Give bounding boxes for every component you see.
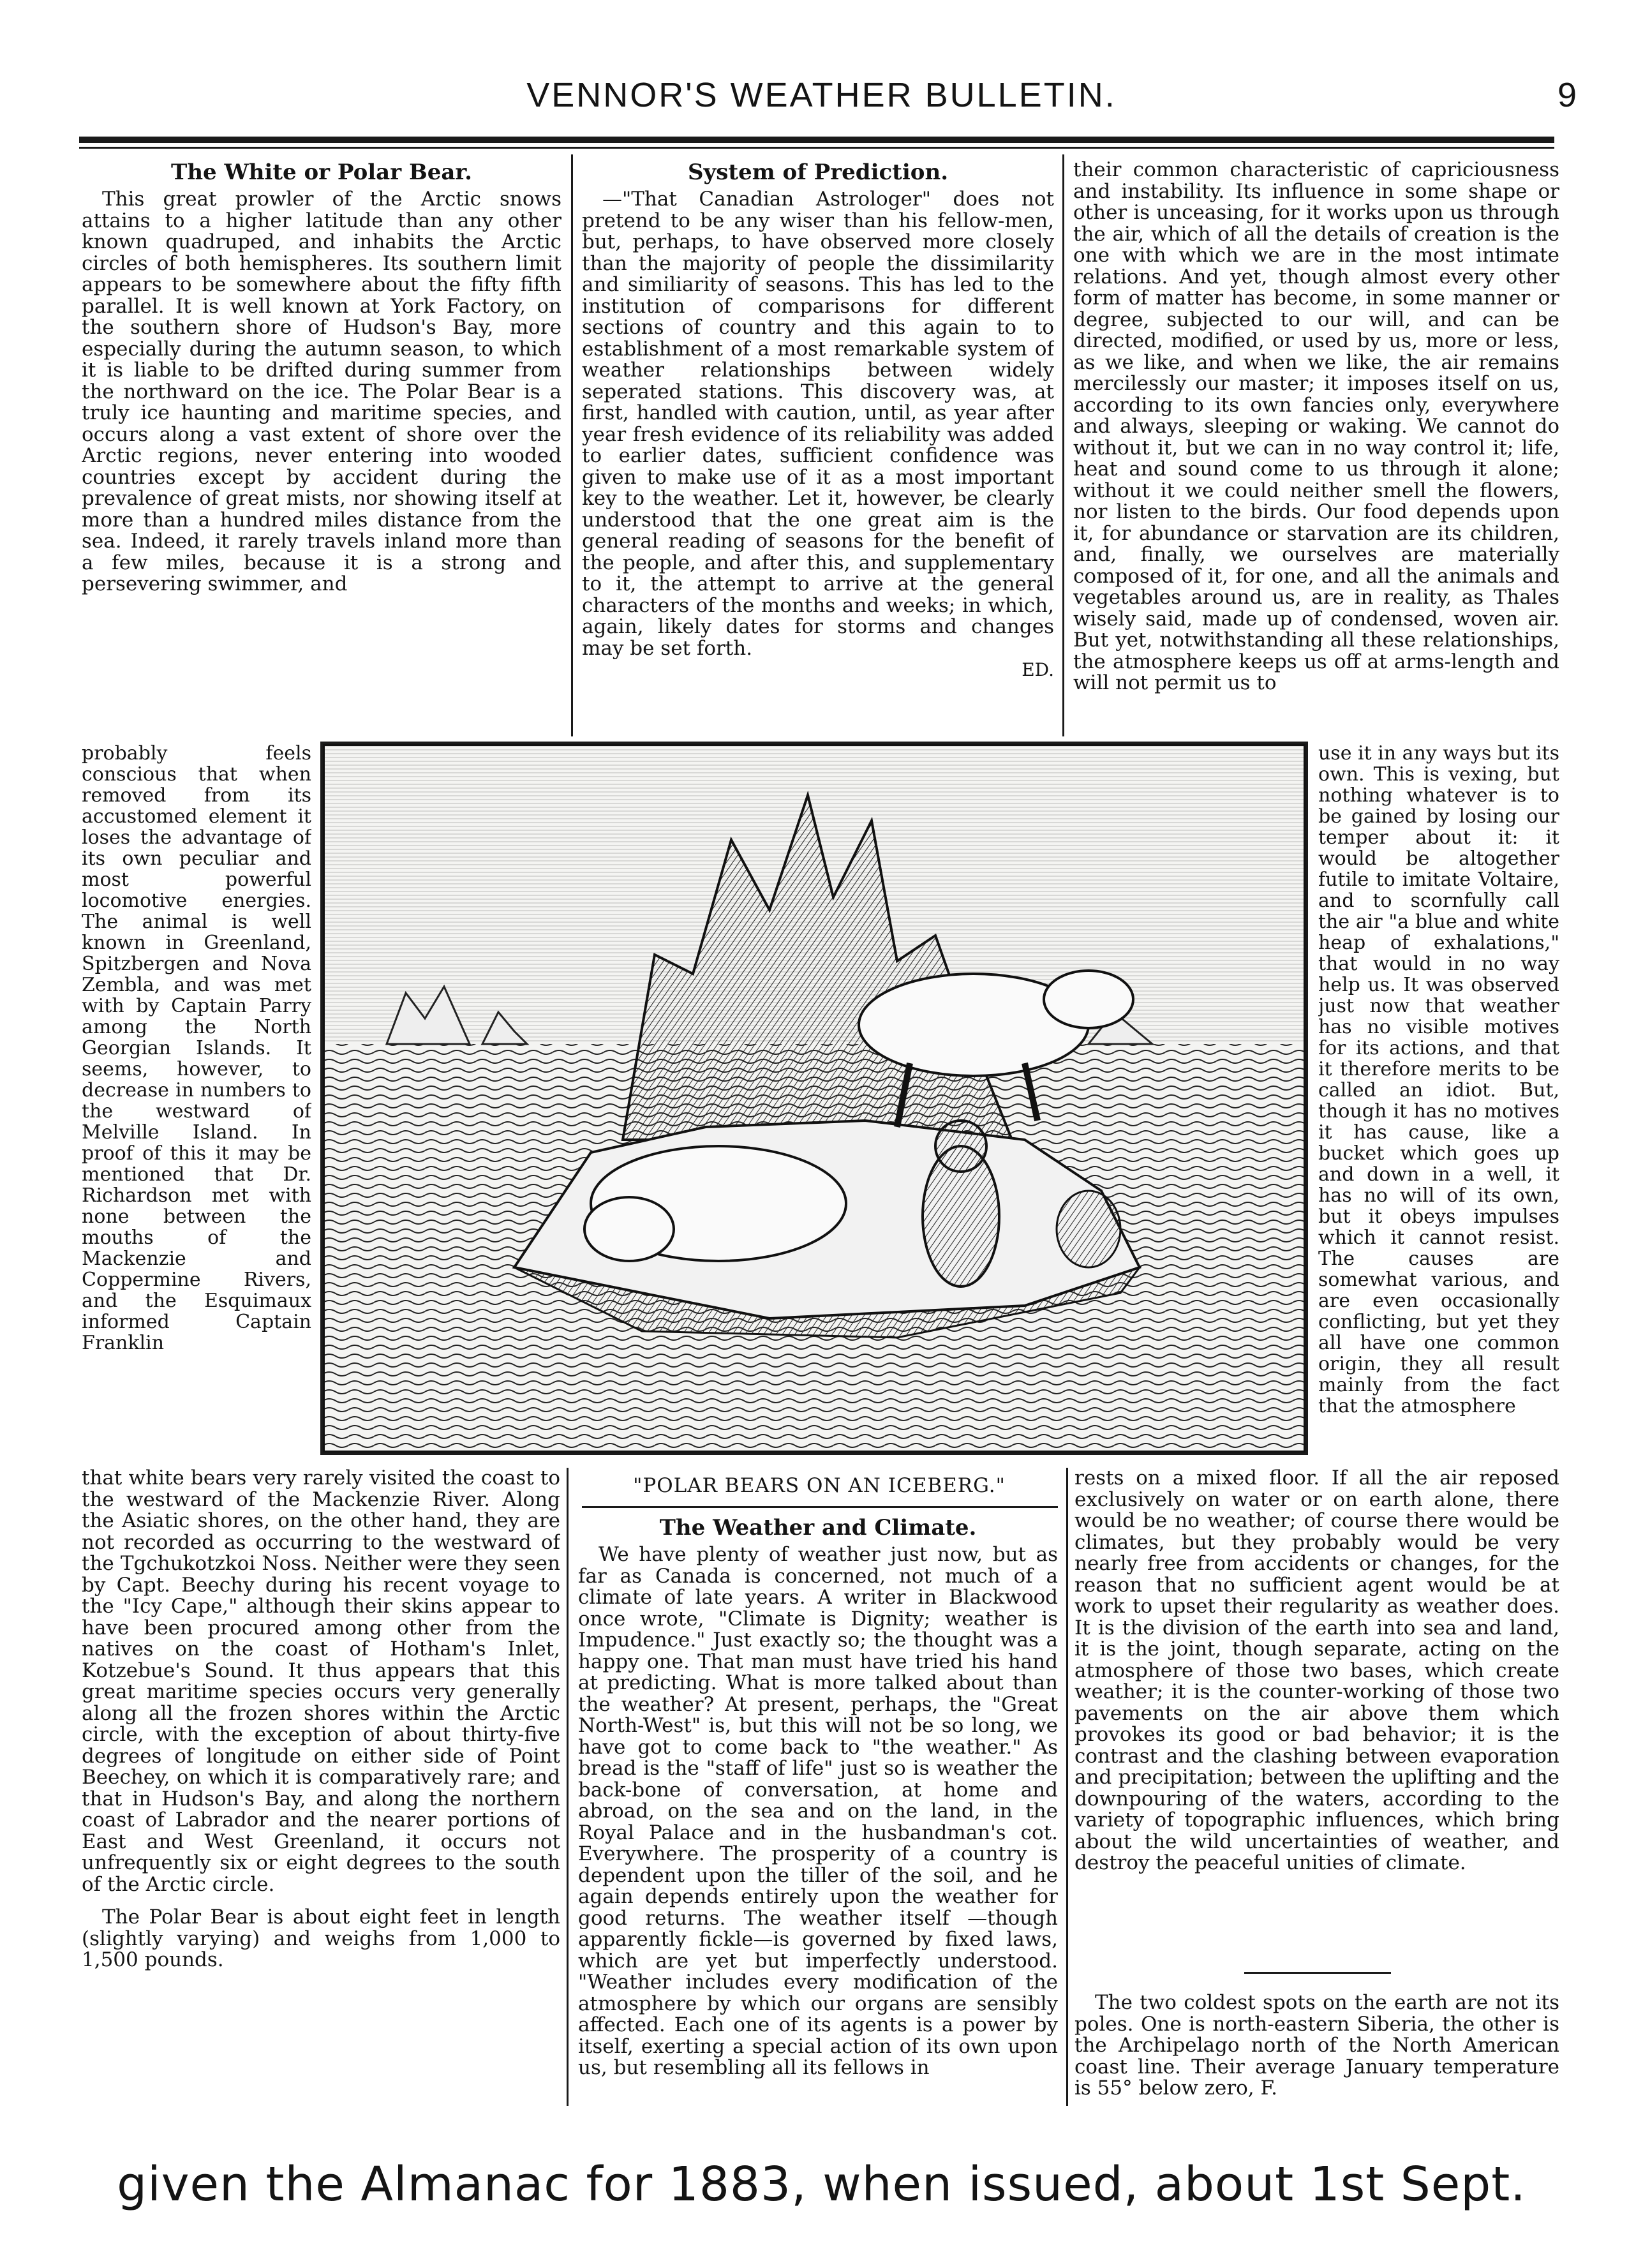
article-paragraph: The Polar Bear is about eight feet in length (slightly varying) and weighs from 1,000 to 1,500 pounds. [82,1906,560,1971]
header-rule-thin [79,147,1554,149]
illustration-caption: "POLAR BEARS ON AN ICEBERG." [633,1474,1006,1497]
article-heading: The White or Polar Bear. [171,160,472,185]
article-paragraph: The two coldest spots on the earth are not its poles. One is north-eastern Siberia, the other is the Archipelago north of the North American coast line. Their average January temperature is 55° below zero, F. [1074,1992,1559,2100]
air-article-continuation: rests on a mixed floor. If all the air reposed exclusively on water or on earth alone, there would be no weather; of course there would be climates, but they probably would be very nearly free from accidents or changes, for the reason that no sufficient agent would be at work to upset their regularity as weather does. It is the division of the earth into sea and land, it is the joint, though separate, acting on the atmosphere of those two bases, which create weather; it is the counter-working of those two pavements on the air above them which provokes its good or bad behavior; it is the contrast and the clashing between evaporation and precipitation; between the uplifting and the downpouring of the waters, according to the variety of topographic influences, which bring about the wild uncertainties of weather, and destroy the peaceful unities of climate. [1074,1468,1559,1874]
polar-bear-wrap-text: probably feels conscious that when removed from its accustomed element it loses the advantage of its own peculiar and most powerful locomotive energies. The animal is well known in Greenland, Spitzbergen and Nova Zembla, and was met with by Captain Parry among the North Georgian Islands. It seems, however, to decrease in numbers to the westward of Melville Island. In proof of this it may be mentioned that Dr. Richardson met with none between the mouths of the Mackenzie and Coppermine Rivers, and the Esquimaux informed Captain Franklin [82,743,311,1354]
column-divider [571,154,573,736]
weather-article [578,1515,1058,2102]
article-paragraph: We have plenty of weather just now, but as far as Canada is concerned, not much of a climate of late years. A writer in Blackwood once wrote, "Climate is Dignity; weather is Impudence." Just exactly so; the thought was a happy one. That man must have tried his hand at predicting. What is more talked about than the weather? At present, perhaps, the "Great North-West" is, but this will not be so long, we have got to come back to "the weather." As bread is the "staff of life" just so is weather the back-bone of conversation, at home and abroad, on the sea and on the land, in the Royal Palace and in the husbandman's cot. Everywhere. The prosperity of a country is dependent upon the tiller of the soil, and he again depends entirely upon the weather for good returns. The weather itself —though apparently fickle—is governed by fixed laws, which are yet but imperfectly understood. "Weather includes every modification of the atmosphere by which our organs are sensibly affected. Each one of its agents is a power by itself, exerting a special action of its own upon us, but resembling all its fellows in [578,1543,1058,2079]
section-rule [582,1506,1058,1508]
column-divider [1066,1468,1068,2106]
article-paragraph: This great prowler of the Arctic snows attains to a higher latitude than any other known quadruped, and inhabits the Arctic circles of both hemispheres. Its southern limit appears to be somewhere about the fifty fifth parallel. It is well known at York Factory, on the southern shore of Hudson's Bay, more especially during the autumn season, to which it is liable to be drifted during summer from the northward on the ice. The Polar Bear is a truly ice haunting and maritime species, and occurs along a vast extent of shore over the Arctic regions, never entering into wooded countries except by accident during the prevalence of great mists, nor showing itself at more than a hundred miles distance from the sea. Indeed, it rarely travels inland more than a few miles, because it is a strong and persevering swimmer, and [82,188,561,595]
section-rule [1244,1972,1391,1974]
polar-bear-article [82,160,561,740]
page-number: 9 [1557,76,1577,114]
article-heading: System of Prediction. [687,160,949,185]
polar-bear-continuation [82,1468,560,2106]
iceberg-scene [323,744,1305,1452]
prediction-article [582,160,1054,734]
header-rule [79,137,1554,143]
article-paragraph: that white bears very rarely visited the coast to the westward of the Mackenzie River. Along the Asiatic shores, on the other hand, they are not recorded as occurring to the westward of the Tgchukotzkoi Noss. Neither were they seen by Capt. Beechy during his recent voyage to the "Icy Cape," although their skins appear to have been procured among other from the natives on the coast of Hotham's Inlet, Kotzebue's Sound. It thus appears that this great maritime species occurs very generally along all the frozen shores within the Arctic circle, with the exception of about thirty-five degrees of longitude on either side of Point Beechey, on which it is comparatively rare; and that in Hudson's Bay, and along the northern coast of Labrador and the nearer portions of East and West Greenland, it occurs not unfrequently six or eight degrees to the south of the Arctic circle. [82,1468,560,1896]
column-divider [1062,154,1064,736]
publication-title: VENNOR'S WEATHER BULLETIN. [526,76,1117,114]
column-divider [567,1468,569,2106]
article-signature: ED. [1022,659,1054,680]
air-article-wrap-text: use it in any ways but its own. This is vexing, but nothing whatever is to be gained by losing our temper about it: it would be altogether futile to imitate Voltaire, and to scornfully call the air "a blue and white heap of exhalations," that would in no way help us. It was observed just now that weather has no visible motives for its actions, and that it therefore merits to be called an idiot. But, though it has no motives it has cause, like a bucket which goes up and down in a well, it has no will of its own, but it obeys impulses which it cannot resist. The causes are somewhat various, and are even occasionally conflicting, but yet they all have one common origin, they all result mainly from the fact that the atmosphere [1318,743,1559,1417]
air-article-top: their common characteristic of capriciousness and instability. Its influence in some shape or other is unceasing, for it works upon us through the air, which of all the details of creation is the one with which we are in the most intimate relations. And yet, though almost every other form of matter has become, in some manner or degree, subjected to our will, and can be directed, modified, or used by us, more or less, as we like, and when we like, the air remains mercilessly our master; it imposes itself on us, according to its own fancies only, everywhere and always, sleeping or waking. We cannot do without it, but we can in no way control it; life, heat and sound come to us through it alone; without it we could neither smell the flowers, nor listen to the birds. Our food depends upon it, for abundance or starvation are its children, and, finally, we ourselves are materially composed of it, for one, and all the animals and vegetables around us, are in reality, as Thales wisely said, made up of condensed, woven air. But yet, notwithstanding all these relationships, the atmosphere keeps us off at arms-length and will not permit us to [1073,160,1559,694]
polar-bears-engraving [320,742,1308,1455]
page-header [0,75,1643,133]
article-heading: The Weather and Climate. [659,1515,977,1541]
almanac-notice: given the Almanac for 1883, when issued, about 1st Sept. [117,2157,1526,2212]
article-paragraph: —"That Canadian Astrologer" does not pretend to be any wiser than his fellow-men, but, perhaps, to have observed more closely than the majority of people the dissimilarity and similiarity of seasons. This has led to the institution of comparisons for different sections of country and this again to to establishment of a most remarkable system of weather relationships between widely seperated stations. This discovery was, at first, handled with caution, until, as year after year fresh evidence of its reliability was added to earlier dates, sufficient confidence was given to make use of it as a most important key to the weather. Let it, however, be clearly understood that the one great aim is the general reading of seasons for the benefit of the people, and after this, and supplementary to it, the attempt to arrive at the general characters of the months and weeks; in which, again, likely dates for storms and changes may be set forth. [582,188,1054,660]
coldest-spots-note [1074,1992,1559,2114]
